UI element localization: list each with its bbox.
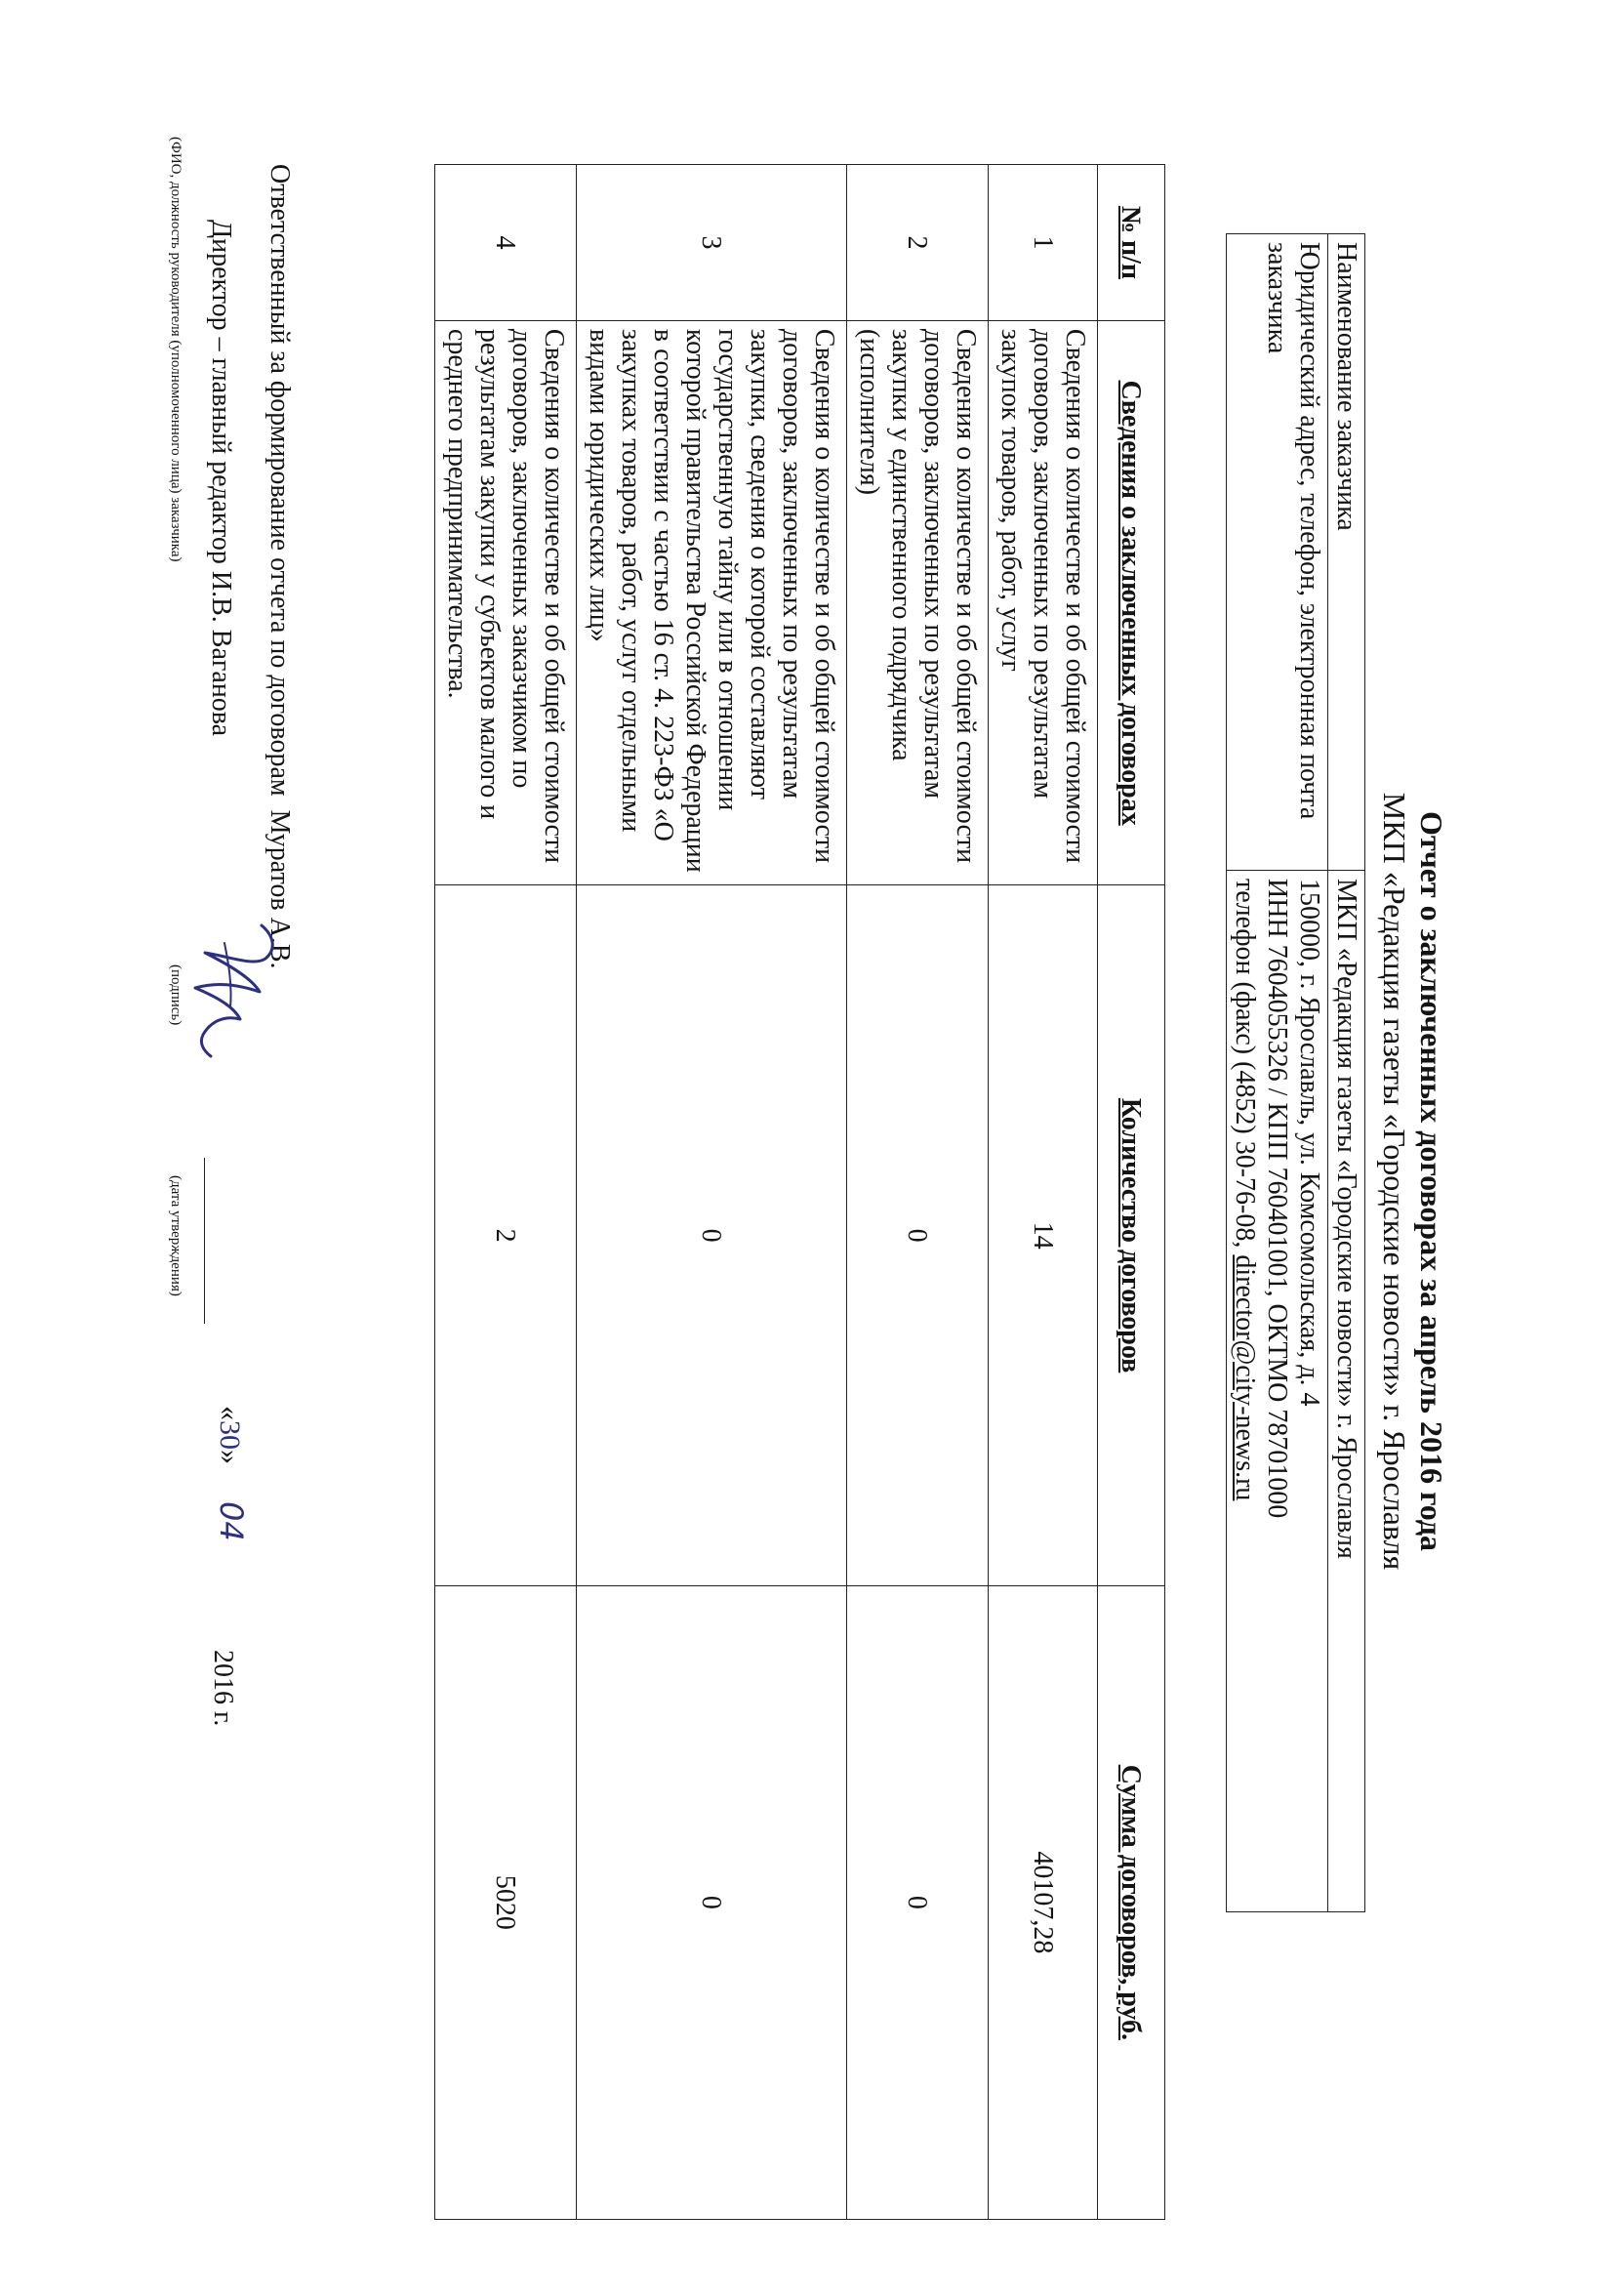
customer-name-label: Наименование заказчика — [1328, 234, 1365, 871]
table-row — [435, 165, 577, 2220]
customer-phone-email-line — [1229, 879, 1261, 1904]
customer-info-table — [1226, 233, 1365, 1912]
row-sum: 5020 — [435, 1585, 577, 2219]
responsible-name: Муратов А.В. — [264, 809, 295, 969]
date-year: 2016 г. — [208, 1650, 238, 1727]
customer-ids: ИНН 7604055326 / КПП 760401001, ОКТМО 78701000 — [1262, 879, 1292, 1519]
date-approval-caption: (дата утверждения) — [168, 1175, 183, 1296]
customer-phone: телефон (факс) (4852) 30-76-08, — [1230, 879, 1260, 1255]
date-month: 04 — [213, 1501, 250, 1541]
row-num: 1 — [989, 165, 1098, 321]
customer-name-value: МКП «Редакция газеты «Городские новости» г. Ярославля — [1328, 871, 1365, 1912]
contracts-table — [434, 164, 1165, 2220]
handwritten-signature — [183, 914, 281, 1060]
row-sum: 40107,28 — [989, 1585, 1098, 2219]
row-info: Сведения о количестве и об общей стоимости договоров, заключенных по результатам закупок товаров, работ, услуг — [989, 320, 1098, 885]
responsible-line — [264, 164, 295, 969]
row-num: 2 — [847, 165, 989, 321]
table-row — [847, 165, 989, 2220]
row-count: 14 — [989, 885, 1098, 1585]
row-info: Сведения о количестве и об общей стоимости договоров, заключенных по результатам закупки у единственного подрядчика (исполнителя) — [847, 320, 989, 885]
header-sum: Сумма договоров, руб. — [1098, 1585, 1165, 2219]
report-title-line1: Отчет о заключенных договорах за апрель 2016 года — [1414, 811, 1449, 1551]
header-info: Сведения о заключенных договорах — [1098, 320, 1165, 885]
director-line: Директор – главный редактор И.В. Ваганова — [206, 220, 236, 737]
row-info: Сведения о количестве и об общей стоимости договоров, заключенных по результатам закупки, сведения о которой составляют государственную тайну или в отношении которой правительства Российской Федерации в соответствии с частью 16 ст. 4. 223-ФЗ «О закупках товаров, работ, услуг отдельными видами юридических лиц» — [577, 320, 847, 885]
table-row — [989, 165, 1098, 2220]
table-row — [577, 165, 847, 2220]
date-day — [213, 1406, 246, 1464]
customer-contacts-row — [1227, 234, 1328, 1912]
date-approval-line — [204, 1158, 205, 1324]
row-sum: 0 — [847, 1585, 989, 2219]
row-sum: 0 — [577, 1585, 847, 2219]
date-quote-close: » — [214, 1450, 246, 1464]
date-quote-open: « — [214, 1406, 246, 1420]
report-title — [1376, 176, 1450, 2187]
row-count: 0 — [577, 885, 847, 1585]
customer-contacts-label: Юридический адрес, телефон, электронная почта заказчика — [1227, 234, 1328, 871]
header-num: № п/п — [1098, 165, 1165, 321]
row-num: 3 — [577, 165, 847, 321]
row-num: 4 — [435, 165, 577, 321]
date-day-value: 30 — [214, 1420, 246, 1450]
header-count: Количество договоров — [1098, 885, 1165, 1585]
customer-contacts-value — [1227, 871, 1328, 1912]
row-count: 0 — [847, 885, 989, 1585]
signature-caption: (подпись) — [168, 964, 183, 1026]
contracts-header-row — [1098, 165, 1165, 2220]
customer-name-row — [1328, 234, 1365, 1912]
row-count: 2 — [435, 885, 577, 1585]
director-caption: (ФИО, должность руководителя (уполномоченного лица) заказчика) — [168, 137, 183, 562]
customer-email-link[interactable]: director@city-news.ru — [1230, 1254, 1260, 1501]
customer-address: 150000, г. Ярославль, ул. Комсомольская, д. 4 — [1294, 879, 1324, 1407]
report-title-line2: МКП «Редакция газеты «Городские новости» г. Ярославля — [1377, 792, 1412, 1571]
row-info: Сведения о количестве и об общей стоимости договоров, заключенных заказчиком по результатам закупки у субъектов малого и среднего предпринимательства. — [435, 320, 577, 885]
responsible-label: Ответственный за формирование отчета по договорам — [264, 164, 295, 797]
